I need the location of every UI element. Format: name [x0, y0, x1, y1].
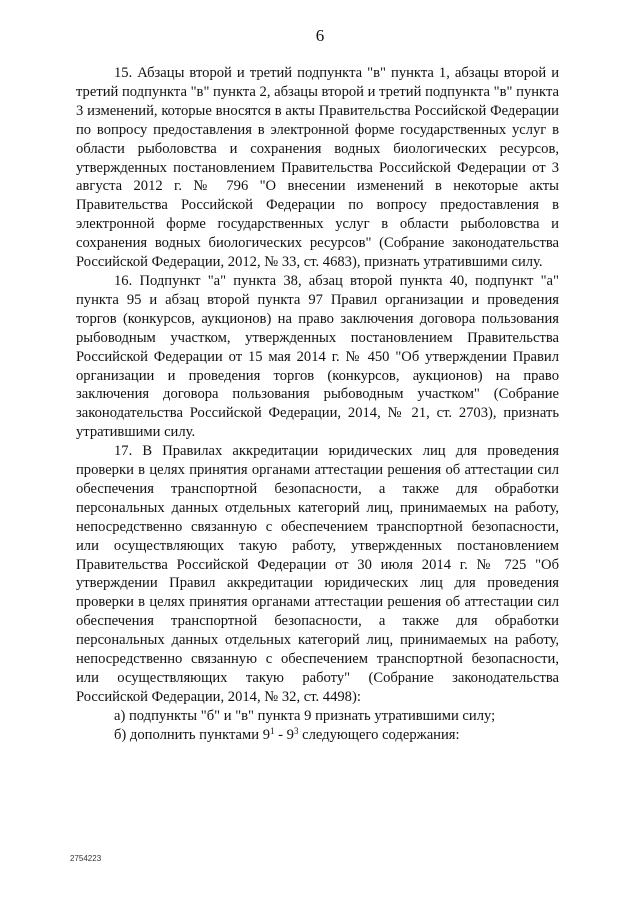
subitem-b-sup1: 1 [270, 725, 275, 736]
subitem-b [76, 726, 559, 745]
subitem-b-suffix: следующего содержания: [298, 726, 460, 743]
subitem-a: а) подпункты "б" и "в" пункта 9 признать утратившими силу; [114, 707, 496, 724]
subitem-b-prefix: б) дополнить пунктами 9 [114, 726, 270, 743]
paragraph-15: 15. Абзацы второй и третий подпункта "в" пункта 1, абзацы второй и третий подпункта "в" пункта 2, абзацы второй и третий подпункта "в" пункта 3 изменений, которые вносятся в акты Правительства Российской Федерации по вопросу предоставления в электронной форме государственных услуг в области рыболовства и сохранения водных биологических ресурсов, утвержденных постановлением Правительства Российской Федерации от 3 августа 2012 г. № 796 "О внесении изменений в некоторые акты Правительства Российской Федерации по вопросу предоставления в электронной форме государственных услуг в области рыболовства и сохранения водных биологических ресурсов" (Собрание законодательства Российской Федерации, 2012, № 33, ст. 4683), признать утратившими силу. [76, 65, 559, 271]
document-code: 2754223 [70, 854, 102, 863]
subitem-b-sup2: 3 [293, 725, 299, 736]
paragraph-16: 16. Подпункт "а" пункта 38, абзац второй пункта 40, подпункт "а" пункта 95 и абзац второй пункта 97 Правил организации и проведения торгов (конкурсов, аукционов) на право заключения договора пользования рыбоводным участком, утвержденных постановлением Правительства Российской Федерации от 15 мая 2014 г. № 450 "Об утверждении Правил организации и проведения торгов (конкурсов, аукционов) на право заключения договора пользования рыбоводным участком" (Собрание законодательства Российской Федерации, 2014, № 21, ст. 2703), признать утратившими силу. [76, 272, 559, 441]
paragraph-17: 17. В Правилах аккредитации юридических лиц для проведения проверки в целях принятия органами аттестации решения об аттестации сил обеспечения транспортной безопасности, а также для обработки персональных данных отдельных категорий лиц, принимаемых на работу, непосредственно связанную с обеспечением транспортной безопасности, или осуществляющих такую работу, утвержденных постановлением Правительства Российской Федерации от 30 июля 2014 г. № 725 "Об утверждении Правил аккредитации юридических лиц для проведения проверки в целях принятия органами аттестации решения об аттестации сил обеспечения транспортной безопасности, а также для обработки персональных данных отдельных категорий лиц, принимаемых на работу, непосредственно связанную с обеспечением транспортной безопасности, или осуществляющих такую работу" (Собрание законодательства Российской Федерации, 2014, № 32, ст. 4498): [76, 443, 559, 705]
subitem-b-dash: - 9 [274, 726, 294, 743]
document-body [76, 64, 559, 745]
page-number: 6 [315, 26, 325, 45]
